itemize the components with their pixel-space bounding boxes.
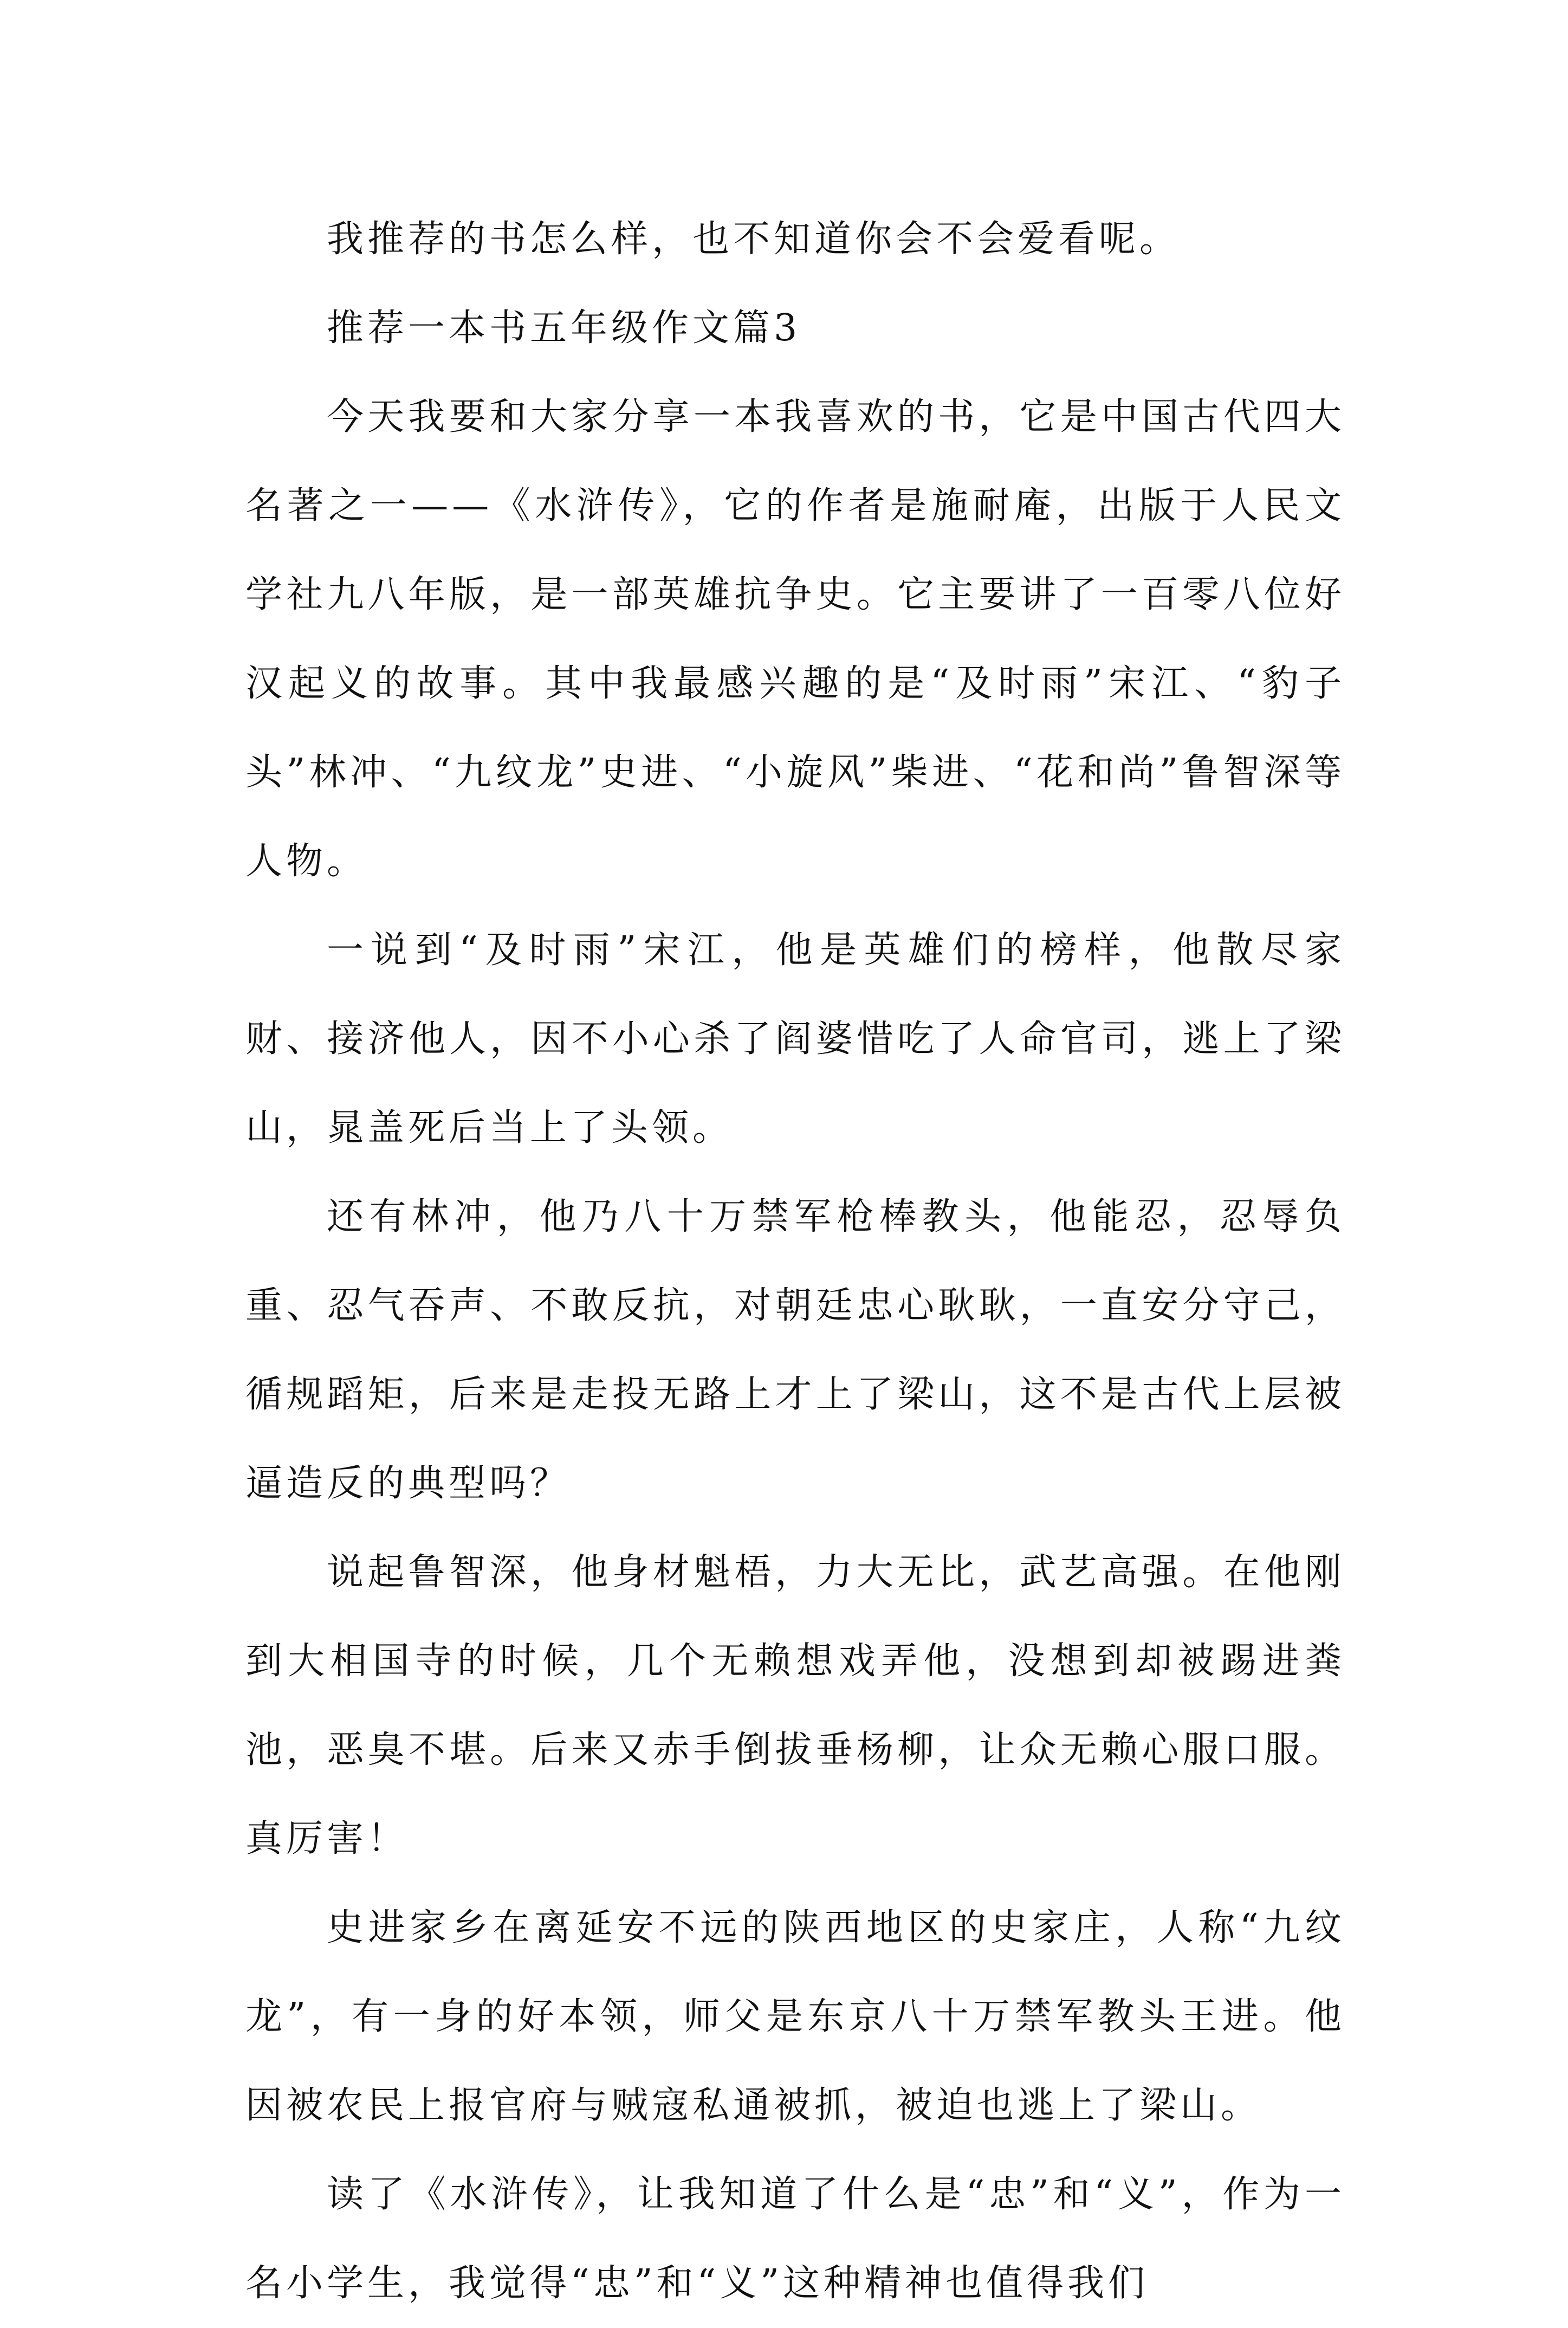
essay-text [245, 195, 1345, 2328]
paragraph-reflection: 读了《水浒传》，让我知道了什么是“忠”和“义”，作为一名小学生，我觉得“忠”和“义”这种精神也值得我们 [245, 2173, 1345, 2305]
essay-heading: 推荐一本书五年级作文篇3 [327, 307, 801, 350]
paragraph-lu-zhishen: 说起鲁智深，他身材魁梧，力大无比，武艺高强。在他刚到大相国寺的时候，几个无赖想戏弄他，没想到却被踢进粪池，恶臭不堪。后来又赤手倒拔垂杨柳，让众无赖心服口服。真厉害！ [245, 1551, 1345, 1860]
paragraph-song-jiang: 一说到“及时雨”宋江，他是英雄们的榜样，他散尽家财、接济他人，因不小心杀了阎婆惜吃了人命官司，逃上了梁山，晁盖死后当上了头领。 [245, 929, 1345, 1149]
paragraph-shi-jin: 史进家乡在离延安不远的陕西地区的史家庄，人称“九纹龙”，有一身的好本领，师父是东京八十万禁军教头王进。他因被农民上报官府与贼寇私通被抓，被迫也逃上了梁山。 [245, 1906, 1345, 2127]
paragraph-lin-chong: 还有林冲，他乃八十万禁军枪棒教头，他能忍，忍辱负重、忍气吞声、不敢反抗，对朝廷忠心耿耿，一直安分守己，循规蹈矩，后来是走投无路上才上了梁山，这不是古代上层被逼造反的典型吗？ [245, 1195, 1345, 1505]
paragraph-closing-line: 我推荐的书怎么样，也不知道你会不会爱看呢。 [327, 218, 1181, 261]
paragraph-intro: 今天我要和大家分享一本我喜欢的书，它是中国古代四大名著之一——《水浒传》，它的作者是施耐庵，出版于人民文学社九八年版，是一部英雄抗争史。它主要讲了一百零八位好汉起义的故事。其中我最感兴趣的是“及时雨”宋江、“豹子头”林冲、“九纹龙”史进、“小旋风”柴进、“花和尚”鲁智深等人物。 [245, 396, 1345, 883]
